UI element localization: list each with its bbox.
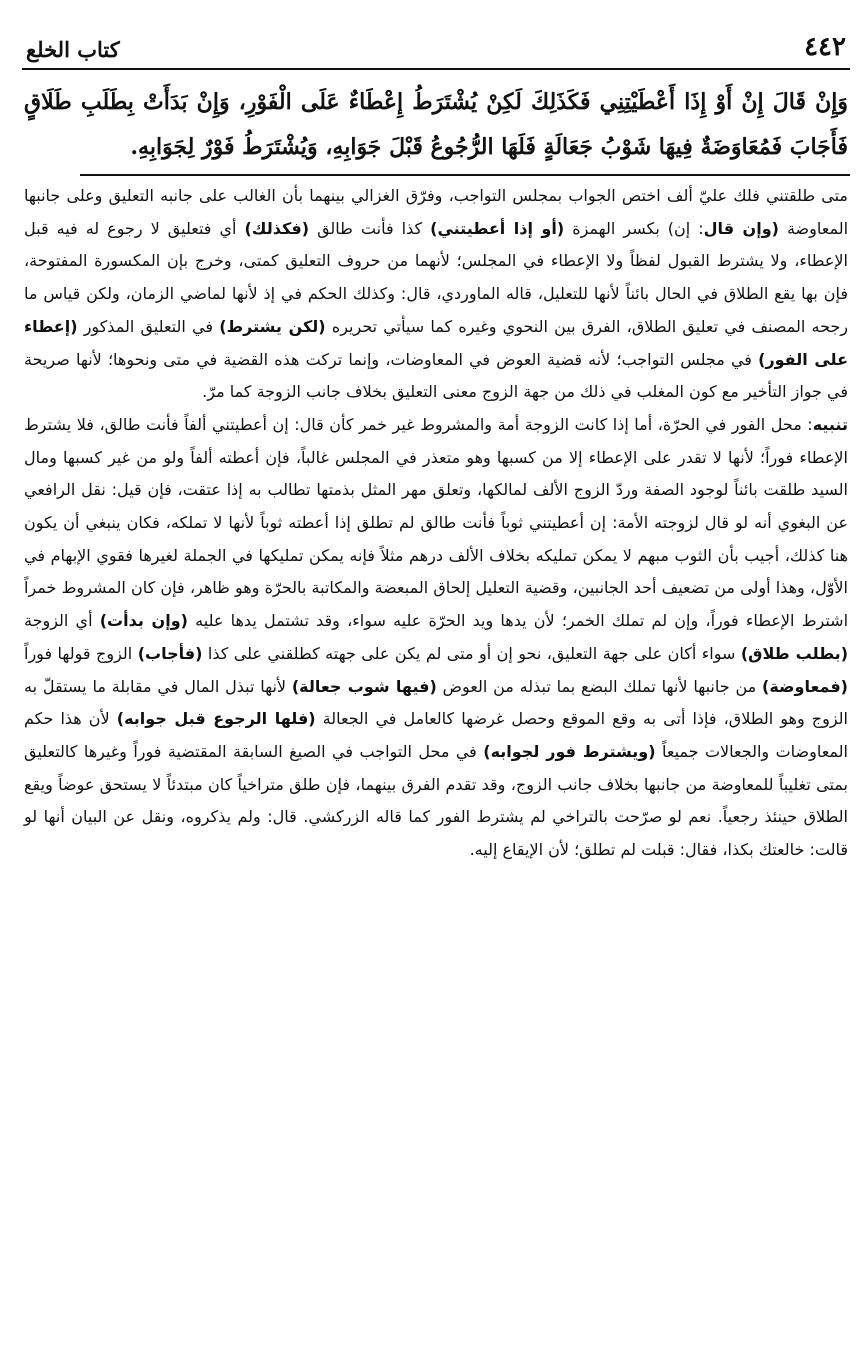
commentary-text: أي الزوجة (24, 611, 100, 631)
matn-sharh-divider (80, 174, 850, 176)
quoted-matn-phrase: (ويشترط فور لجوابه) (483, 741, 656, 761)
commentary-text: أي فتعليق لا رجوع له فيه قبل الإعطاء، ولا يشترط القبول لفظاً ولا الإعطاء في المجلس؛ لأنهما من حروف التعليق كمتى، وخرج بإن المكسورة المفتوحة، فإن بها يقع الطلاق في الحال بائناً لأنها للتعليل، قاله الماوردي، قال: وكذلك الحكم في إذ لأنها لماضي الزمان، ولكن قياس ما رجحه المصنف في تعليق الطلاق، الفرق بين النحوي وغيره كما سيأتي تحريره (24, 218, 849, 336)
quoted-matn-phrase: تنبيه (812, 414, 848, 434)
commentary-text: متى طلقتني فلك عليّ ألف اختص الجواب بمجلس التواجب، وفرّق الغزالي بينهما بأن الغالب على جانبه التعليق وعلى جانبها المعاوضة (24, 186, 849, 238)
sharh-paragraph-2 (22, 409, 850, 867)
commentary-text: في مجلس التواجب؛ لأنه قضية العوض في المعاوضات، وإنما تركت هذه القضية في متى ونحوها؛ لأنها صريحة في جواز التأخير مع كون المغلب في ذلك من جهة الزوج معنى التعليق بخلاف جانب الزوجة كما مرّ. (24, 349, 848, 402)
commentary-text: كذا فأنت طالق (309, 218, 431, 238)
commentary-text: لأنها تبذل المال في مقابلة ما يستقلّ به الزوج وهو الطلاق، فإذا أتى به وقع الموقع وحصل غرضها كالعامل في الجعالة (24, 676, 848, 729)
quoted-matn-phrase: (فيها شوب جعالة) (291, 676, 437, 696)
commentary-text: الزوج قولها فوراً (24, 643, 138, 663)
quoted-matn-phrase: (فلها الرجوع قبل جوابه) (116, 709, 316, 729)
commentary-text: : محل الفور في الحرّة، أما إذا كانت الزوجة أمة والمشروط غير خمر كأن قال: إن أعطيتني ألفاً فأنت طالق، فلا يشترط الإعطاء فوراً؛ لأنها لا تقدر على الإعطاء إلا من كسبها وهو متعذر في المجلس غالباً، فإن أعطته ألفاً ولو من غير كسبها ومال السيد طلقت بائناً لوجود الصفة وردّ الزوج الألف لمالكها، وتعلق مهر المثل بذمتها تطالب به إذا عتقت، فإن قيل: نقل الرافعي عن البغوي أنه لو قال لزوجته الأمة: إن أعطيتني ثوباً فأنت طالق لم تطلق إذا أعطته ثوباً لأنها لا تملكه، فكان ينبغي أن يكون هنا كذلك، أجيب بأن الثوب مبهم لا يمكن تمليكه بخلاف الألف درهم مثلاً فإنه يمكن تمليكها في الجملة لغيرها فقوي الإبهام في الأوّل، وهذا أولى من تضعيف أحد الجانبين، وقضية التعليل إلحاق المبعضة والمكاتبة بالحرّة وهو ظاهر، فإن كان المشروط خمراً اشترط الإعطاء فوراً، وإن لم تملك الخمر؛ لأن يدها ويد الحرّة عليه سواء، وقد تشتمل يدها عليه (24, 414, 849, 631)
matn-text: وَإِنْ قَالَ إِنْ أَوْ إِذَا أَعْطَيْتِنِي فَكَذَلِكَ لَكِنْ يُشْتَرَطُ إِعْطَاءٌ عَلَى الْفَوْرِ، وَإِنْ بَدَأَتْ بِطَلَبِ طَلَاقٍ فَأَجَابَ فَمُعَاوَضَةٌ فِيهَا شَوْبُ جَعَالَةٍ فَلَهَا الرُّجُوعُ قَبْلَ جَوَابِهِ، وَيُشْتَرَطُ فَوْرٌ لِجَوَابِهِ. (24, 89, 848, 160)
commentary-text: : إن) بكسر الهمزة (564, 218, 704, 238)
quoted-matn-phrase: (فكذلك) (244, 218, 310, 238)
running-header (22, 34, 850, 70)
sharh-paragraph-1 (22, 180, 850, 409)
commentary-text: من جانبها لأنها تملك البضع بما تبذله من العوض (436, 676, 763, 696)
quoted-matn-phrase: (فمعاوضة) (762, 676, 848, 696)
quoted-matn-phrase: (وإن بدأت) (99, 611, 188, 631)
quoted-matn-phrase: (إعطاء على الفور) (24, 316, 848, 369)
page-number: ٤٤٢ (804, 32, 846, 62)
quoted-matn-phrase: (فأجاب) (137, 643, 203, 663)
quoted-matn-phrase: (أو إذا أعطيتني) (430, 218, 565, 238)
book-title: كتاب الخلع (26, 37, 120, 62)
commentary-text: في محل التواجب في الصيغ السابقة المقتضية فوراً وغيرها كالتعليق بمتى تغليباً للمعاوضة من جانبها بخلاف جانب الزوج، وقد تقدم الفرق بينهما، فإن طلق متراخياً كان مبتدئاً لا يستحق عوضاً ويقع الطلاق حينئذ رجعياً. نعم لو صرّحت بالتراخي لم يشترط الفور كما قاله الزركشي. قال: ولم يذكروه، ونقل عن البيان أنها لو قالت: خالعتك بكذا، فقال: قبلت لم تطلق؛ لأن الإيقاع إليه. (24, 741, 848, 860)
commentary-text: في التعليق المذكور (77, 316, 220, 336)
quoted-matn-phrase: (وإن قال (703, 218, 779, 238)
commentary-text: لأن هذا حكم المعاوضات والجعالات جميعاً (24, 709, 849, 761)
commentary-text: سواء أكان على جهة التعليق، نحو إن أو متى لم يكن على جهته كطلقني على كذا (202, 643, 741, 663)
quoted-matn-phrase: (بطلب طلاق) (740, 643, 849, 663)
quoted-matn-phrase: (لكن يشترط) (219, 316, 326, 336)
